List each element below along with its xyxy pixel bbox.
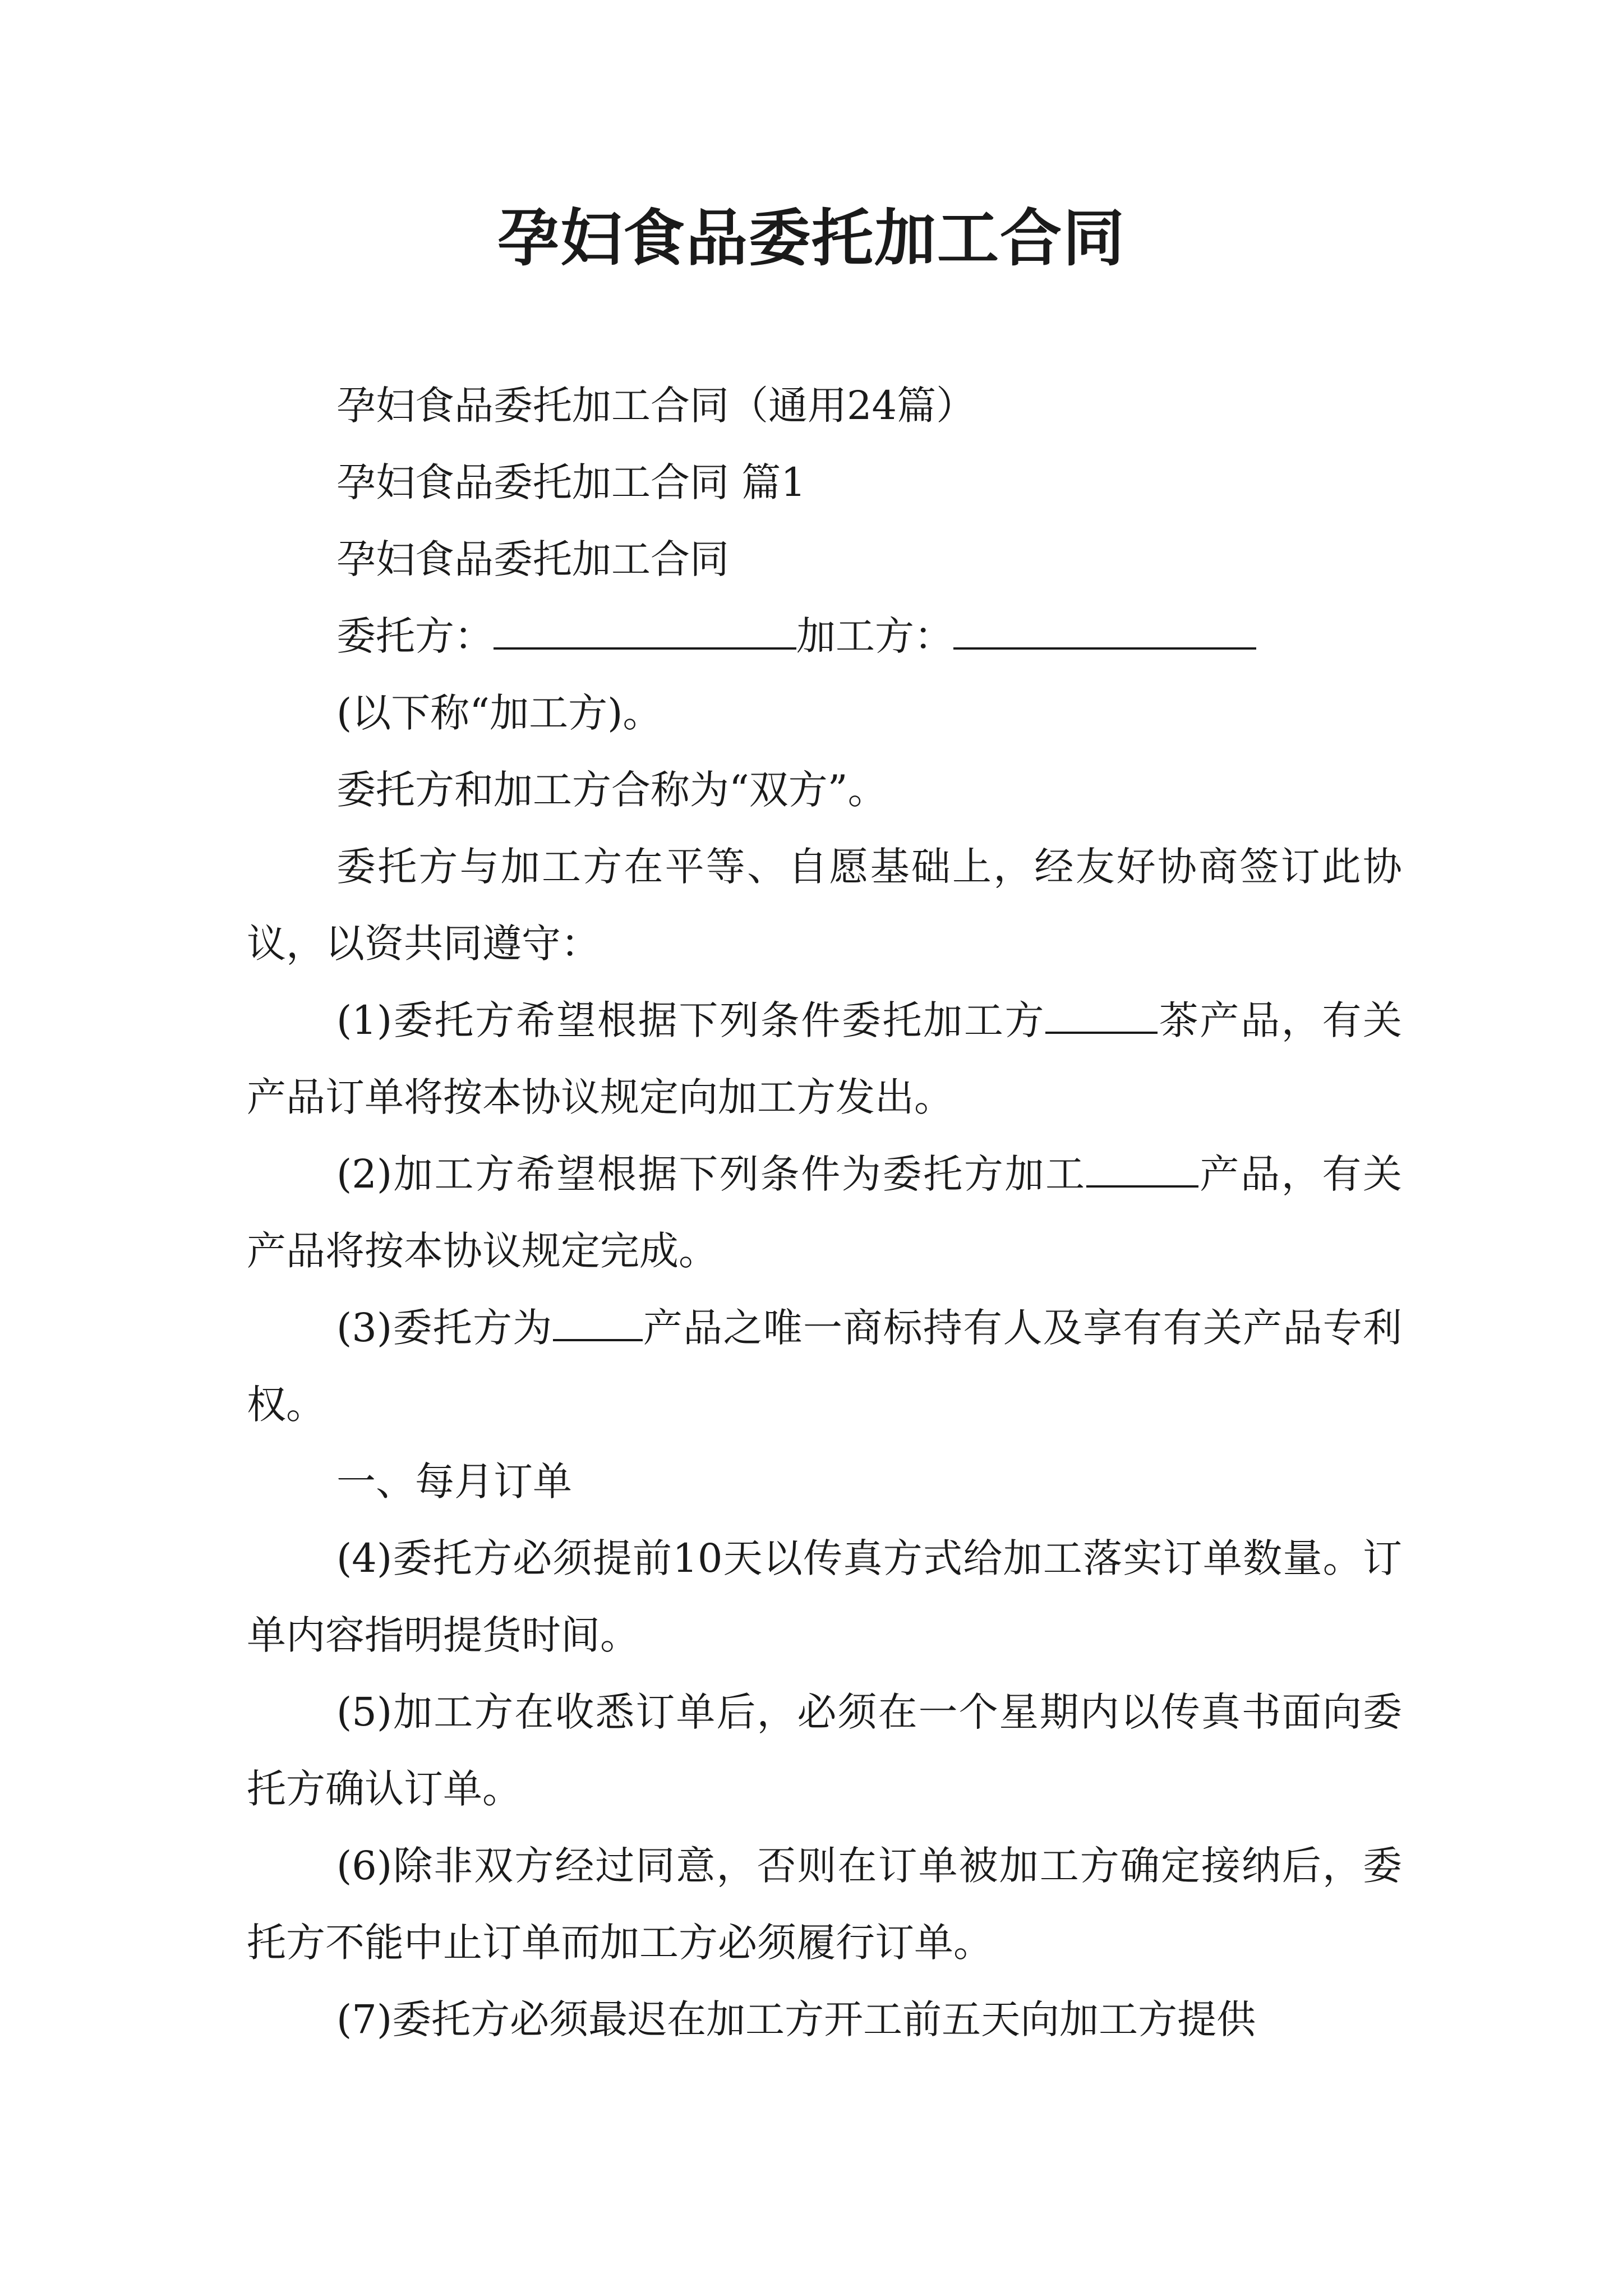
processor-label: 加工方： (796, 613, 953, 659)
paragraph-subtitle: 孕妇食品委托加工合同（通用24篇） (336, 383, 976, 429)
paragraph-contract-name: 孕妇食品委托加工合同 (336, 536, 729, 582)
clause-3-text-a: (3)委托方为 (336, 1305, 553, 1351)
clause-2-text-b: 产品，有关产品将按本协议规定完成。 (247, 1151, 1403, 1274)
paragraph-clause-4: (4)委托方必须提前10天以传真方式给加工落实订单数量。订单内容指明提货时间。 (247, 1535, 1402, 1658)
clause-3-blank (553, 1304, 643, 1341)
clause-2-blank (1086, 1151, 1198, 1188)
document-body (247, 367, 1402, 2058)
paragraph-preamble: 委托方与加工方在平等、自愿基础上，经友好协商签订此协议，以资共同遵守： (247, 844, 1402, 967)
paragraph-clause-7: (7)委托方必须最迟在加工方开工前五天向加工方提供 (336, 1996, 1256, 2042)
clause-1-blank (1045, 997, 1158, 1034)
paragraph-clause-5: (5)加工方在收悉订单后，必须在一个星期内以传真书面向委托方确认订单。 (247, 1689, 1402, 1812)
paragraph-parties (247, 598, 1402, 675)
clause-1-text-a: (1)委托方希望根据下列条件委托加工方 (336, 997, 1046, 1043)
paragraph-clause-3 (247, 1290, 1402, 1443)
clause-1-text-b: 茶产品，有关产品订单将按本协议规定向加工方发出。 (247, 997, 1403, 1120)
client-blank (494, 613, 796, 650)
document-title: 孕妇食品委托加工合同 (497, 203, 1126, 274)
paragraph-chapter-heading: 孕妇食品委托加工合同 篇1 (336, 459, 806, 505)
clause-3-text-b: 产品之唯一商标持有人及享有有关产品专利权。 (247, 1305, 1403, 1428)
section-heading-monthly-orders: 一、每月订单 (336, 1458, 572, 1504)
paragraph-definition: (以下称“加工方)。 (336, 690, 662, 736)
clause-2-text-a: (2)加工方希望根据下列条件为委托方加工 (336, 1151, 1086, 1197)
paragraph-clause-1 (247, 982, 1402, 1136)
client-label: 委托方： (336, 613, 494, 659)
paragraph-clause-6: (6)除非双方经过同意，否则在订单被加工方确定接纳后，委托方不能中止订单而加工方必须履行订单。 (247, 1843, 1402, 1966)
processor-blank (953, 613, 1256, 650)
paragraph-both-parties: 委托方和加工方合称为“双方”。 (336, 767, 887, 813)
paragraph-clause-2 (247, 1136, 1402, 1290)
